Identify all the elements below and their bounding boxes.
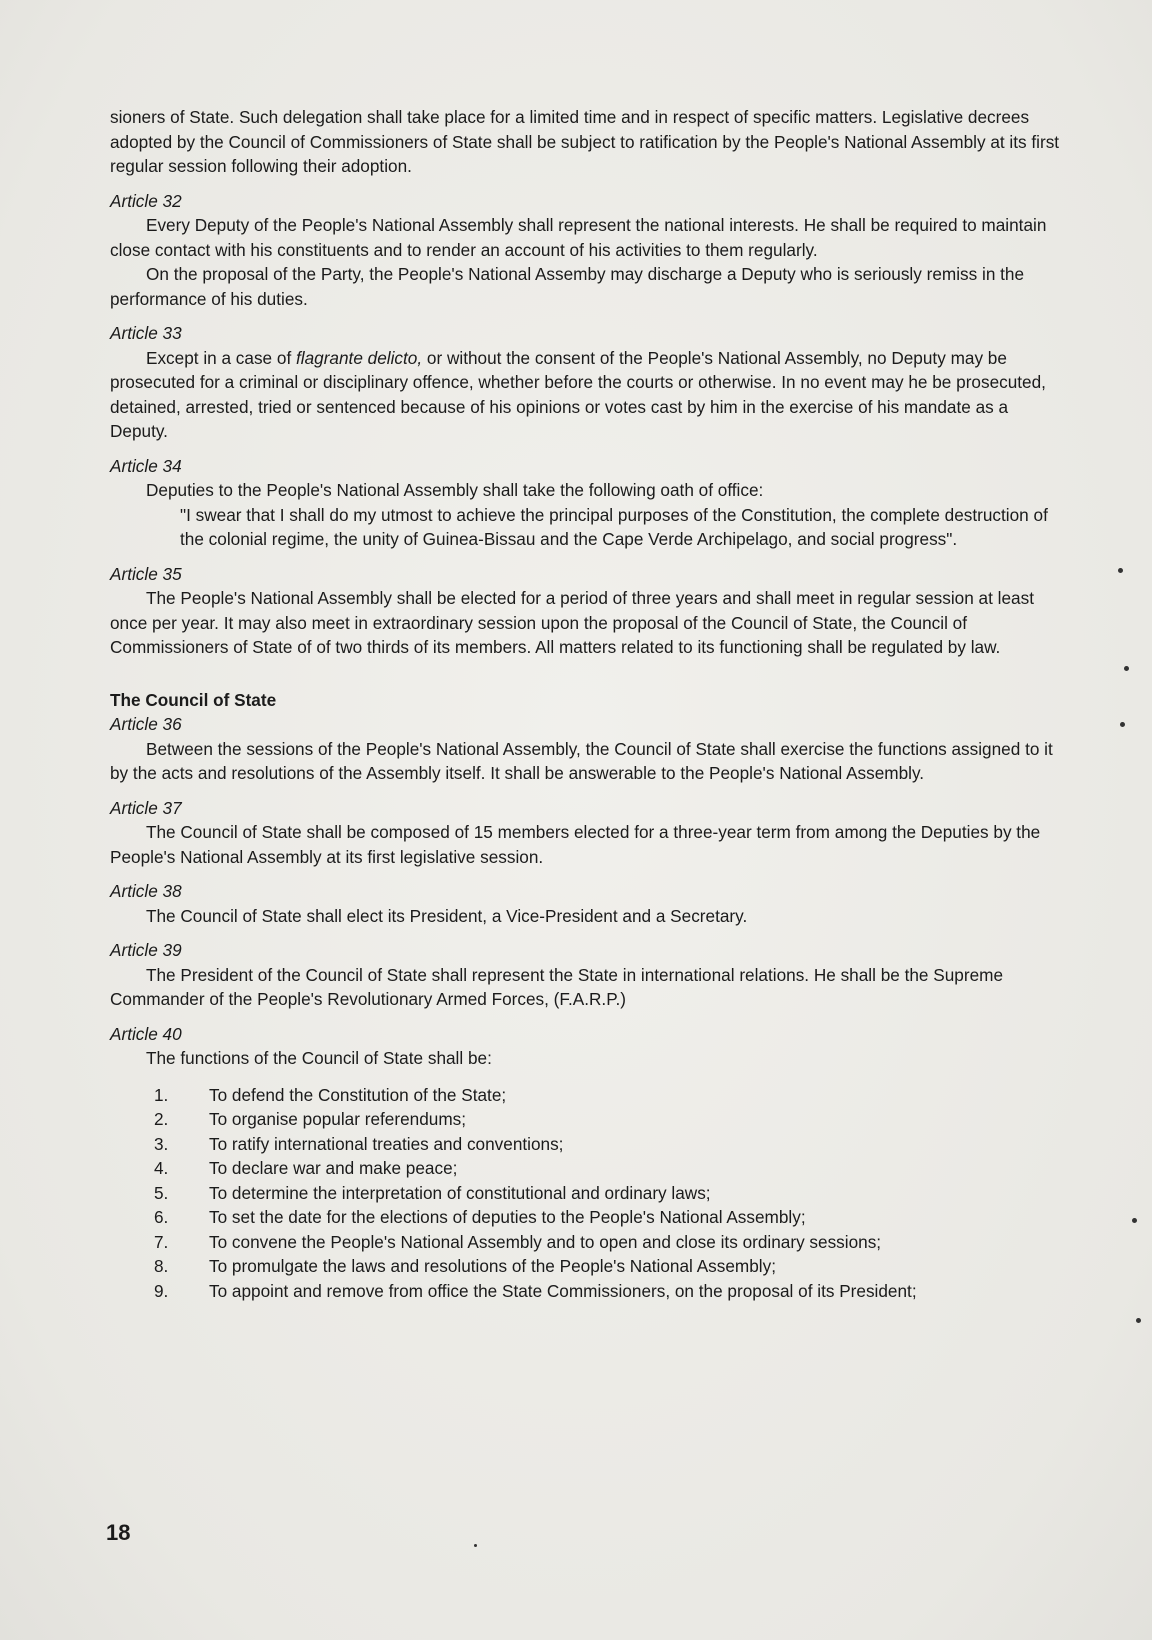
paper-speck [1118, 568, 1123, 573]
list-item [110, 1132, 1070, 1157]
article-33-text-b: or without the consent of the People's National Assembly, no Deputy may be prosecuted for a criminal or disciplinary offence, whether before the courts or otherwise. In no event may he be prosecuted, detained, arrested, tried or sentenced because of his opinions or votes cast by him in the exercise of his mandate as a Deputy. [110, 347, 1046, 441]
article-36-heading: Article 36 [110, 714, 182, 734]
article-40-paragraph: The functions of the Council of State shall be: [146, 1048, 492, 1068]
article-33-heading: Article 33 [110, 323, 182, 343]
article-39-paragraph: The President of the Council of State shall represent the State in international relations. He shall be the Supreme Commander of the People's Revolutionary Armed Forces, (F.A.R.P.) [110, 964, 1004, 1009]
list-item-number: 1. [154, 1084, 169, 1105]
continuation-paragraph: sioners of State. Such delegation shall take place for a limited time and in respect of specific matters. Legislative decrees adopted by the Council of Commissioners of State shall be subject to ratification by the People's National Assembly at its first regular session following their adoption. [110, 107, 1060, 176]
article-32-heading: Article 32 [110, 190, 182, 211]
list-item-text: To ratify international treaties and conventions; [209, 1133, 564, 1154]
article-35-heading: Article 35 [110, 563, 182, 584]
list-item [110, 1181, 1070, 1206]
list-item [110, 1279, 1070, 1304]
list-item-text: To set the date for the elections of deputies to the People's National Assembly; [209, 1207, 806, 1227]
article-32-paragraph-2: On the proposal of the Party, the People's National Assemby may discharge a Deputy who is seriously remiss in the performance of his duties. [110, 264, 1025, 309]
article-37-paragraph: The Council of State shall be composed of 15 members elected for a three-year term from among the Deputies by the People's National Assembly at its first legislative session. [110, 822, 1041, 867]
list-item-text: To defend the Constitution of the State; [209, 1084, 507, 1105]
list-item-number: 6. [154, 1207, 169, 1227]
list-item-number: 3. [154, 1133, 169, 1154]
section-heading-council-of-state: The Council of State [110, 689, 277, 710]
article-40-heading: Article 40 [110, 1023, 182, 1044]
list-item-number: 4. [154, 1158, 169, 1178]
list-item [110, 1107, 1070, 1132]
list-item-number: 2. [154, 1109, 169, 1129]
list-item [110, 1254, 1070, 1279]
list-item [110, 1083, 1070, 1108]
paper-speck [1124, 666, 1129, 671]
list-item-text: To appoint and remove from office the State Commissioners, on the proposal of its President; [209, 1280, 917, 1301]
article-36-paragraph: Between the sessions of the People's National Assembly, the Council of State shall exercise the functions assigned to it by the acts and resolutions of the Assembly itself. It shall be answerable to the People's National Assembly. [110, 738, 1053, 783]
paper-speck [1120, 722, 1125, 727]
article-34-heading: Article 34 [110, 455, 182, 476]
list-item-number: 9. [154, 1280, 169, 1301]
article-39-heading: Article 39 [110, 940, 182, 960]
paper-speck [1136, 1318, 1141, 1323]
list-item-number: 7. [154, 1231, 169, 1252]
list-item-text: To organise popular referendums; [209, 1109, 467, 1129]
article-33-paragraph [110, 346, 1070, 444]
list-item-text: To convene the People's National Assembly and to open and close its ordinary sessions; [209, 1231, 882, 1252]
article-37-heading: Article 37 [110, 797, 182, 818]
list-item [110, 1156, 1070, 1181]
list-item-text: To determine the interpretation of constitutional and ordinary laws; [209, 1182, 711, 1203]
article-38-heading: Article 38 [110, 881, 182, 901]
list-item [110, 1230, 1070, 1255]
article-35-paragraph: The People's National Assembly shall be elected for a period of three years and shall meet in regular session at least once per year. It may also meet in extraordinary session upon the proposal of the Council of State, the Council of Commissioners of State of of two thirds of its members. All matters related to its functioning shall be regulated by law. [110, 588, 1034, 657]
page-number: 18 [106, 1520, 131, 1545]
list-item-text: To declare war and make peace; [209, 1158, 458, 1178]
list-item-number: 8. [154, 1256, 169, 1276]
article-34-paragraph: Deputies to the People's National Assembly shall take the following oath of office: [146, 480, 764, 500]
council-functions-list [110, 1083, 1070, 1304]
article-34-oath: "I swear that I shall do my utmost to achieve the principal purposes of the Constitution, the complete destruction of the colonial regime, the unity of Guinea-Bissau and the Cape Verde Archipelago, and social progress". [180, 504, 1048, 549]
page-body [110, 105, 1070, 1303]
article-33-text-a: Except in a case of [146, 347, 296, 368]
list-item [110, 1205, 1070, 1230]
paper-speck [474, 1544, 477, 1547]
list-item-number: 5. [154, 1182, 169, 1203]
article-33-latin-term: flagrante delicto, [296, 347, 423, 368]
paper-speck [1132, 1218, 1137, 1223]
article-38-paragraph: The Council of State shall elect its President, a Vice-President and a Secretary. [146, 905, 748, 926]
article-32-paragraph-1: Every Deputy of the People's National Assembly shall represent the national interests. He shall be required to maintain close contact with his constituents and to render an account of his activities to them regularly. [110, 215, 1047, 260]
list-item-text: To promulgate the laws and resolutions of the People's National Assembly; [209, 1256, 776, 1276]
